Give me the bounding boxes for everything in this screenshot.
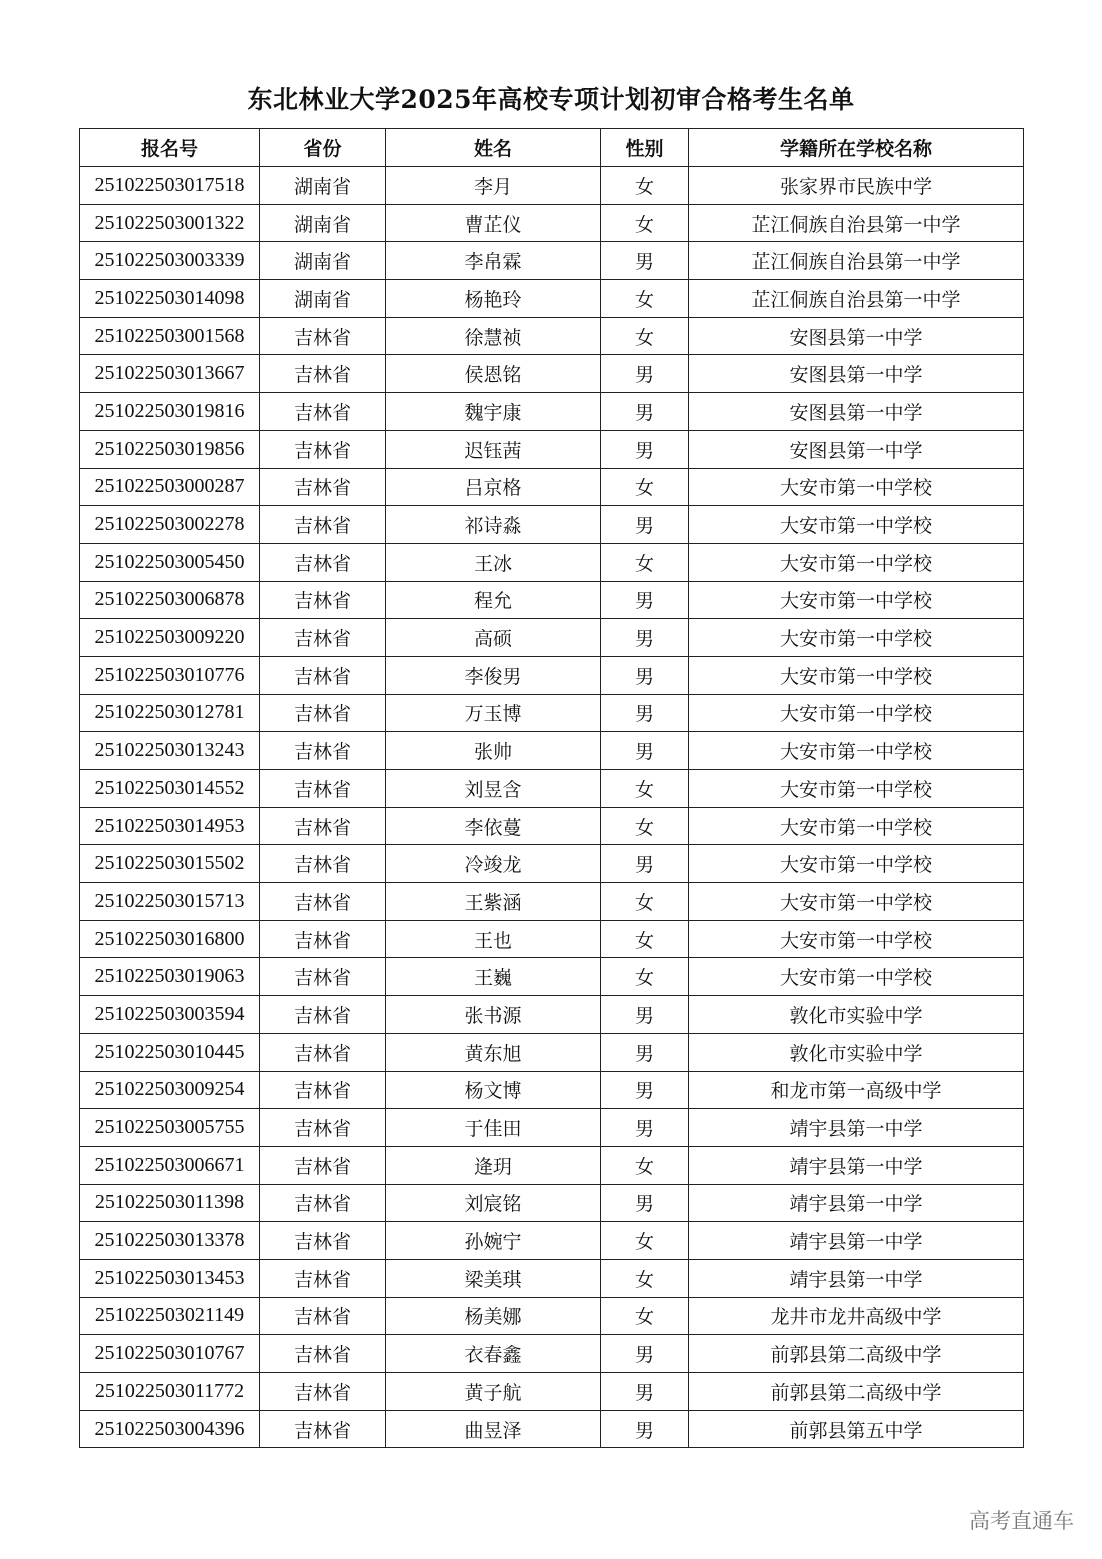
cell-registration-number: 251022503010445	[80, 1033, 260, 1071]
cell-name: 杨艳玲	[386, 280, 601, 318]
cell-name: 吕京格	[386, 468, 601, 506]
table-row	[80, 845, 1024, 883]
table-row	[80, 732, 1024, 770]
cell-province: 吉林省	[260, 581, 386, 619]
cell-registration-number: 251022503012781	[80, 694, 260, 732]
cell-province: 吉林省	[260, 770, 386, 808]
cell-registration-number: 251022503004396	[80, 1410, 260, 1448]
cell-gender: 女	[601, 543, 689, 581]
cell-registration-number: 251022503009220	[80, 619, 260, 657]
cell-name: 曹芷仪	[386, 204, 601, 242]
cell-name: 杨美娜	[386, 1297, 601, 1335]
cell-registration-number: 251022503003594	[80, 996, 260, 1034]
cell-registration-number: 251022503001568	[80, 317, 260, 355]
cell-gender: 女	[601, 883, 689, 921]
candidate-table	[79, 128, 1024, 1448]
cell-gender: 男	[601, 355, 689, 393]
table-row	[80, 1184, 1024, 1222]
watermark: 高考直通车	[969, 1509, 1074, 1533]
table-row	[80, 807, 1024, 845]
cell-registration-number: 251022503013378	[80, 1222, 260, 1260]
cell-name: 王冰	[386, 543, 601, 581]
table-row	[80, 958, 1024, 996]
cell-gender: 女	[601, 167, 689, 205]
cell-name: 祁诗淼	[386, 506, 601, 544]
cell-registration-number: 251022503017518	[80, 167, 260, 205]
cell-province: 吉林省	[260, 1109, 386, 1147]
cell-province: 吉林省	[260, 619, 386, 657]
cell-province: 吉林省	[260, 1033, 386, 1071]
cell-registration-number: 251022503006671	[80, 1146, 260, 1184]
cell-school: 大安市第一中学校	[689, 770, 1024, 808]
cell-school: 敦化市实验中学	[689, 1033, 1024, 1071]
table-row	[80, 1297, 1024, 1335]
table-row	[80, 1410, 1024, 1448]
cell-school: 张家界市民族中学	[689, 167, 1024, 205]
cell-gender: 男	[601, 996, 689, 1034]
cell-registration-number: 251022503013243	[80, 732, 260, 770]
table-row	[80, 468, 1024, 506]
cell-province: 吉林省	[260, 1297, 386, 1335]
table-row	[80, 430, 1024, 468]
table-row	[80, 204, 1024, 242]
cell-school: 龙井市龙井高级中学	[689, 1297, 1024, 1335]
header-registration-number: 报名号	[80, 129, 260, 167]
table-row	[80, 770, 1024, 808]
cell-name: 李月	[386, 167, 601, 205]
cell-province: 吉林省	[260, 317, 386, 355]
table-row	[80, 543, 1024, 581]
cell-school: 前郭县第五中学	[689, 1410, 1024, 1448]
table-row	[80, 1109, 1024, 1147]
cell-province: 吉林省	[260, 958, 386, 996]
cell-province: 吉林省	[260, 393, 386, 431]
cell-gender: 男	[601, 1410, 689, 1448]
cell-name: 张书源	[386, 996, 601, 1034]
cell-name: 于佳田	[386, 1109, 601, 1147]
table-header-row	[80, 129, 1024, 167]
cell-gender: 男	[601, 581, 689, 619]
table-row	[80, 1222, 1024, 1260]
cell-gender: 女	[601, 1259, 689, 1297]
cell-school: 大安市第一中学校	[689, 732, 1024, 770]
header-gender: 性别	[601, 129, 689, 167]
cell-gender: 女	[601, 1297, 689, 1335]
cell-school: 前郭县第二高级中学	[689, 1373, 1024, 1411]
cell-gender: 男	[601, 1373, 689, 1411]
cell-gender: 女	[601, 317, 689, 355]
cell-gender: 女	[601, 1222, 689, 1260]
cell-gender: 男	[601, 1071, 689, 1109]
cell-province: 吉林省	[260, 1184, 386, 1222]
table-row	[80, 393, 1024, 431]
cell-name: 曲昱泽	[386, 1410, 601, 1448]
cell-province: 吉林省	[260, 807, 386, 845]
table-row	[80, 355, 1024, 393]
table-row	[80, 619, 1024, 657]
cell-registration-number: 251022503014552	[80, 770, 260, 808]
cell-school: 靖宇县第一中学	[689, 1222, 1024, 1260]
cell-name: 王紫涵	[386, 883, 601, 921]
cell-name: 魏宇康	[386, 393, 601, 431]
table-row	[80, 1033, 1024, 1071]
cell-province: 吉林省	[260, 506, 386, 544]
cell-name: 孙婉宁	[386, 1222, 601, 1260]
cell-school: 芷江侗族自治县第一中学	[689, 280, 1024, 318]
header-school: 学籍所在学校名称	[689, 129, 1024, 167]
cell-province: 湖南省	[260, 242, 386, 280]
cell-name: 高硕	[386, 619, 601, 657]
cell-registration-number: 251022503019856	[80, 430, 260, 468]
cell-registration-number: 251022503014098	[80, 280, 260, 318]
cell-province: 吉林省	[260, 355, 386, 393]
table-row	[80, 317, 1024, 355]
cell-gender: 女	[601, 1146, 689, 1184]
cell-gender: 男	[601, 619, 689, 657]
cell-school: 大安市第一中学校	[689, 920, 1024, 958]
cell-school: 大安市第一中学校	[689, 506, 1024, 544]
table-body	[80, 167, 1024, 1448]
cell-gender: 男	[601, 242, 689, 280]
cell-gender: 男	[601, 393, 689, 431]
header-province: 省份	[260, 129, 386, 167]
cell-gender: 男	[601, 656, 689, 694]
cell-gender: 女	[601, 468, 689, 506]
cell-gender: 女	[601, 770, 689, 808]
cell-name: 梁美琪	[386, 1259, 601, 1297]
cell-province: 吉林省	[260, 656, 386, 694]
cell-registration-number: 251022503005450	[80, 543, 260, 581]
cell-school: 大安市第一中学校	[689, 845, 1024, 883]
cell-province: 吉林省	[260, 1373, 386, 1411]
cell-province: 吉林省	[260, 883, 386, 921]
cell-province: 吉林省	[260, 920, 386, 958]
cell-name: 侯恩铭	[386, 355, 601, 393]
cell-registration-number: 251022503019063	[80, 958, 260, 996]
cell-name: 王也	[386, 920, 601, 958]
cell-registration-number: 251022503021149	[80, 1297, 260, 1335]
cell-registration-number: 251022503002278	[80, 506, 260, 544]
cell-registration-number: 251022503016800	[80, 920, 260, 958]
cell-school: 靖宇县第一中学	[689, 1146, 1024, 1184]
cell-school: 大安市第一中学校	[689, 581, 1024, 619]
cell-name: 徐慧祯	[386, 317, 601, 355]
cell-registration-number: 251022503019816	[80, 393, 260, 431]
table-row	[80, 920, 1024, 958]
cell-registration-number: 251022503013453	[80, 1259, 260, 1297]
table-row	[80, 883, 1024, 921]
cell-name: 李依蔓	[386, 807, 601, 845]
cell-school: 芷江侗族自治县第一中学	[689, 204, 1024, 242]
cell-school: 大安市第一中学校	[689, 883, 1024, 921]
table-row	[80, 506, 1024, 544]
cell-school: 大安市第一中学校	[689, 958, 1024, 996]
table-row	[80, 1335, 1024, 1373]
table-row	[80, 167, 1024, 205]
cell-name: 黄东旭	[386, 1033, 601, 1071]
table-row	[80, 581, 1024, 619]
cell-registration-number: 251022503015713	[80, 883, 260, 921]
cell-registration-number: 251022503014953	[80, 807, 260, 845]
cell-name: 逄玥	[386, 1146, 601, 1184]
cell-province: 湖南省	[260, 280, 386, 318]
cell-name: 刘昱含	[386, 770, 601, 808]
cell-registration-number: 251022503005755	[80, 1109, 260, 1147]
cell-province: 吉林省	[260, 468, 386, 506]
cell-school: 和龙市第一高级中学	[689, 1071, 1024, 1109]
cell-school: 芷江侗族自治县第一中学	[689, 242, 1024, 280]
cell-registration-number: 251022503001322	[80, 204, 260, 242]
table-row	[80, 996, 1024, 1034]
cell-school: 敦化市实验中学	[689, 996, 1024, 1034]
cell-registration-number: 251022503000287	[80, 468, 260, 506]
cell-name: 李帛霖	[386, 242, 601, 280]
table-row	[80, 656, 1024, 694]
cell-registration-number: 251022503006878	[80, 581, 260, 619]
cell-school: 大安市第一中学校	[689, 656, 1024, 694]
cell-province: 吉林省	[260, 1410, 386, 1448]
cell-gender: 男	[601, 845, 689, 883]
cell-registration-number: 251022503013667	[80, 355, 260, 393]
cell-name: 李俊男	[386, 656, 601, 694]
table-row	[80, 242, 1024, 280]
cell-school: 安图县第一中学	[689, 317, 1024, 355]
cell-province: 吉林省	[260, 1259, 386, 1297]
table-row	[80, 694, 1024, 732]
cell-name: 迟钰茜	[386, 430, 601, 468]
cell-name: 王巍	[386, 958, 601, 996]
cell-gender: 男	[601, 1033, 689, 1071]
cell-province: 吉林省	[260, 1146, 386, 1184]
cell-school: 安图县第一中学	[689, 393, 1024, 431]
cell-school: 安图县第一中学	[689, 355, 1024, 393]
cell-registration-number: 251022503010776	[80, 656, 260, 694]
cell-school: 大安市第一中学校	[689, 619, 1024, 657]
cell-gender: 女	[601, 920, 689, 958]
cell-gender: 女	[601, 280, 689, 318]
table-row	[80, 1146, 1024, 1184]
cell-school: 大安市第一中学校	[689, 694, 1024, 732]
cell-gender: 女	[601, 807, 689, 845]
cell-province: 吉林省	[260, 1222, 386, 1260]
cell-name: 万玉博	[386, 694, 601, 732]
cell-province: 吉林省	[260, 996, 386, 1034]
table-row	[80, 280, 1024, 318]
cell-school: 安图县第一中学	[689, 430, 1024, 468]
cell-name: 杨文博	[386, 1071, 601, 1109]
cell-registration-number: 251022503009254	[80, 1071, 260, 1109]
cell-gender: 男	[601, 1335, 689, 1373]
table-row	[80, 1373, 1024, 1411]
cell-registration-number: 251022503015502	[80, 845, 260, 883]
cell-school: 大安市第一中学校	[689, 807, 1024, 845]
cell-name: 冷竣龙	[386, 845, 601, 883]
cell-school: 靖宇县第一中学	[689, 1109, 1024, 1147]
cell-province: 湖南省	[260, 167, 386, 205]
cell-school: 靖宇县第一中学	[689, 1184, 1024, 1222]
table-row	[80, 1071, 1024, 1109]
cell-province: 吉林省	[260, 543, 386, 581]
cell-name: 黄子航	[386, 1373, 601, 1411]
cell-gender: 女	[601, 204, 689, 242]
header-name: 姓名	[386, 129, 601, 167]
cell-registration-number: 251022503010767	[80, 1335, 260, 1373]
cell-school: 靖宇县第一中学	[689, 1259, 1024, 1297]
cell-province: 吉林省	[260, 1071, 386, 1109]
cell-province: 吉林省	[260, 1335, 386, 1373]
cell-province: 吉林省	[260, 694, 386, 732]
cell-name: 程允	[386, 581, 601, 619]
cell-registration-number: 251022503003339	[80, 242, 260, 280]
cell-province: 吉林省	[260, 732, 386, 770]
cell-school: 大安市第一中学校	[689, 468, 1024, 506]
cell-gender: 男	[601, 430, 689, 468]
cell-gender: 男	[601, 1184, 689, 1222]
cell-gender: 男	[601, 732, 689, 770]
cell-name: 衣春鑫	[386, 1335, 601, 1373]
cell-province: 吉林省	[260, 430, 386, 468]
cell-gender: 男	[601, 694, 689, 732]
cell-school: 大安市第一中学校	[689, 543, 1024, 581]
table-row	[80, 1259, 1024, 1297]
document-title: 东北林业大学2025年高校专项计划初审合格考生名单	[247, 85, 855, 114]
cell-registration-number: 251022503011772	[80, 1373, 260, 1411]
cell-name: 刘宸铭	[386, 1184, 601, 1222]
cell-gender: 男	[601, 1109, 689, 1147]
cell-gender: 男	[601, 506, 689, 544]
cell-school: 前郭县第二高级中学	[689, 1335, 1024, 1373]
cell-name: 张帅	[386, 732, 601, 770]
cell-province: 吉林省	[260, 845, 386, 883]
cell-province: 湖南省	[260, 204, 386, 242]
cell-gender: 女	[601, 958, 689, 996]
cell-registration-number: 251022503011398	[80, 1184, 260, 1222]
